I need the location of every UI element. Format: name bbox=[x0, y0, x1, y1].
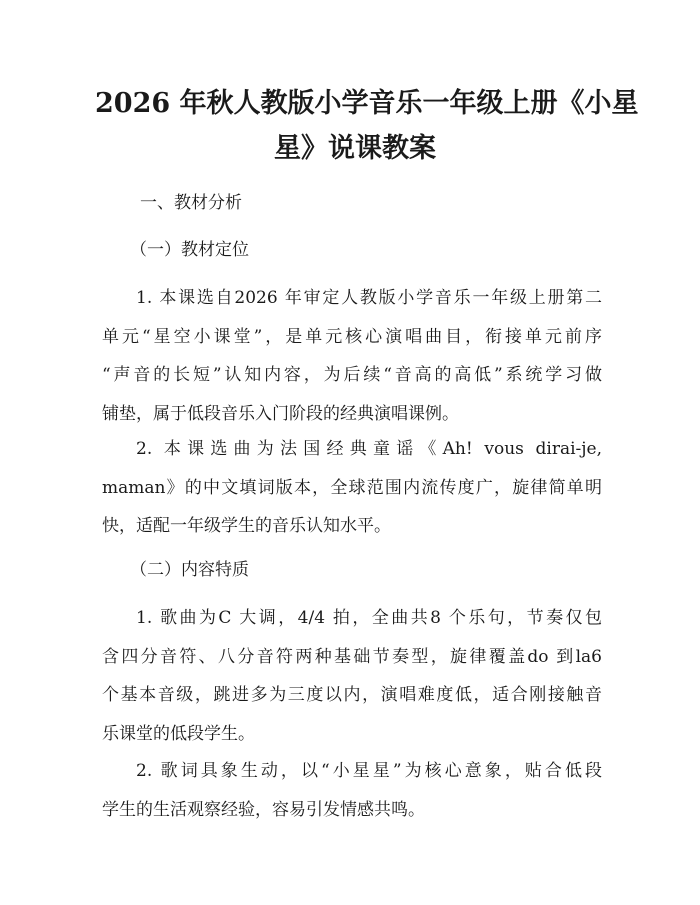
paragraph-line: 2. 本课选曲为法国经典童谣《Ah! vous dirai-je, bbox=[136, 439, 602, 459]
paragraph-line: 1. 本课选自2026 年审定人教版小学音乐一年级上册第二 bbox=[136, 288, 602, 308]
paragraph-line: 铺垫，属于低段音乐入门阶段的经典演唱课例。 bbox=[102, 403, 459, 424]
paragraph-line: 2. 歌词具象生动，以“小星星”为核心意象，贴合低段 bbox=[136, 761, 602, 781]
paragraph-line: “声音的长短”认知内容，为后续“音高的高低”系统学习做 bbox=[102, 365, 602, 386]
paragraph-positioning-1 bbox=[102, 285, 602, 439]
paragraph-line: 1. 歌曲为C 大调，4/4 拍，全曲共8 个乐句，节奏仅包 bbox=[136, 608, 602, 628]
paragraph-features-1 bbox=[102, 605, 602, 759]
subsection-heading-content-features: （二）内容特质 bbox=[130, 560, 249, 580]
paragraph-line: 学生的生活观察经验，容易引发情感共鸣。 bbox=[102, 799, 425, 820]
paragraph-line: 快，适配一年级学生的音乐认知水平。 bbox=[102, 516, 391, 537]
document-title-line-1: 2026 年秋人教版小学音乐一年级上册《小星 bbox=[95, 88, 639, 119]
paragraph-line: 乐课堂的低段学生。 bbox=[102, 723, 255, 744]
paragraph-line: 含四分音符、八分音符两种基础节奏型，旋律覆盖do 到la6 bbox=[102, 646, 602, 667]
paragraph-line: maman》的中文填词版本，全球范围内流传度广，旋律简单明 bbox=[102, 477, 602, 498]
paragraph-line: 个基本音级，跳进多为三度以内，演唱难度低，适合刚接触音 bbox=[102, 685, 602, 706]
paragraph-features-2 bbox=[102, 758, 602, 835]
subsection-heading-positioning: （一）教材定位 bbox=[130, 240, 249, 260]
paragraph-line: 单元“星空小课堂”，是单元核心演唱曲目，衔接单元前序 bbox=[102, 326, 602, 347]
paragraph-positioning-2 bbox=[102, 436, 602, 552]
section-heading-textbook-analysis: 一、教材分析 bbox=[140, 193, 242, 213]
document-title-line-2: 星》说课教案 bbox=[274, 133, 436, 164]
